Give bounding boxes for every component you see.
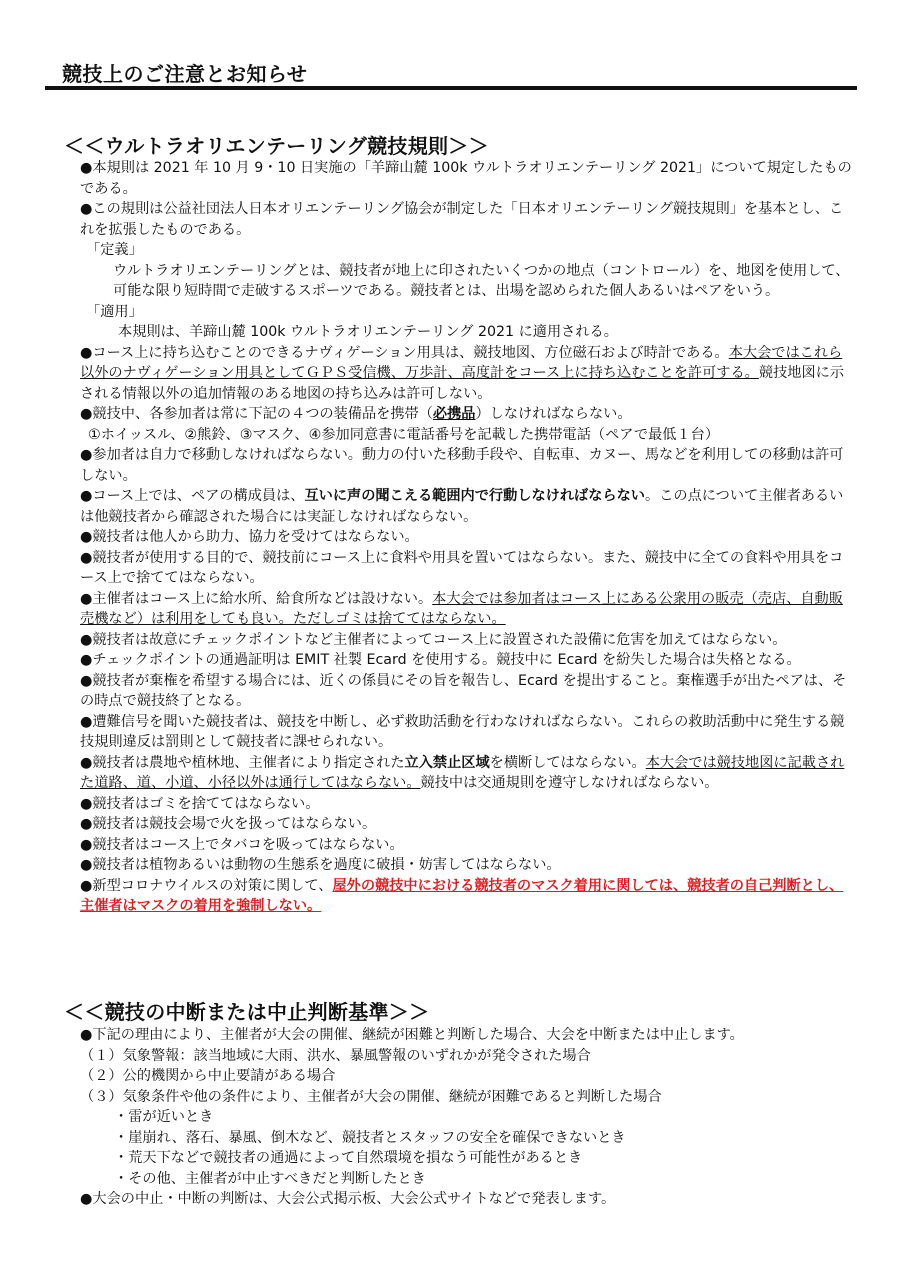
rule-no-smoking: ●競技者はコース上でタバコを吸ってはならない。: [80, 836, 404, 853]
rule-text: ●競技者は農地や植林地、主催者により指定された: [80, 754, 405, 771]
suspension-subitem: ・崖崩れ、落石、暴風、倒木など、競技者とスタッフの安全を確保できないとき: [114, 1129, 626, 1146]
suspension-intro: ●下記の理由により、主催者が大会の開催、継続が困難と判断した場合、大会を中断または中止します。: [80, 1027, 744, 1043]
rule-restricted-areas: [80, 753, 855, 794]
rule-aid-stations: [80, 589, 855, 630]
rule-emphasis: 本大会では競技地図に記載された道路、道、小道、小径以外は通行してはならない。: [80, 754, 845, 791]
rule-emphasis-red: 屋外の競技中における競技者のマスク着用に関しては、競技者の自己判断とし、主催者はマスクの着用を強制しない。: [80, 877, 844, 914]
rule-emphasis: 必携品: [432, 406, 476, 422]
rule-ecosystem: ●競技者は植物あるいは動物の生態系を過度に破損・妨害してはならない。: [80, 857, 561, 873]
suspension-announcement: ●大会の中止・中断の判断は、大会公式掲示板、大会公式サイトなどで発表します。: [80, 1191, 616, 1207]
rule-emphasis: 立入禁止区域: [404, 754, 490, 771]
rule-text: ●コース上では、ペアの構成員は、: [80, 488, 305, 504]
rule-text: 競技中は交通規則を遵守しなければならない。: [420, 775, 719, 791]
rule-basis: ●この規則は公益社団法人日本オリエンテーリング協会が制定した「日本オリエンテーリング競技規則」を基本とし、これを拡張したものである。: [80, 201, 844, 238]
suspension-section-body: [80, 1025, 855, 1210]
suspension-subitem: ・その他、主催者が中止すべきだと判断したとき: [114, 1170, 426, 1187]
rule-no-litter: ●競技者はゴミを捨ててはならない。: [80, 795, 320, 812]
rule-text: ）しなければならない。: [475, 406, 632, 422]
rule-ecard: ●チェックポイントの通過証明は EMIT 社製 Ecard を使用する。競技中に Ecard を紛失した場合は失格となる。: [80, 652, 801, 668]
rule-no-assistance: ●競技者は他人から助力、協力を受けてはならない。: [80, 529, 419, 545]
definition-label: 「定義」: [86, 242, 143, 258]
rule-covid: [80, 876, 855, 917]
application-label: 「適用」: [86, 303, 143, 320]
suspension-condition-3: （３）気象条件や他の条件により、主催者が大会の開催、継続が困難であると判断した場合: [80, 1088, 662, 1105]
rule-no-fire: ●競技者は競技会場で火を扱ってはならない。: [80, 816, 377, 832]
page-title: 競技上のご注意とお知らせ: [62, 62, 308, 86]
rule-text: を横断してはならない。: [489, 754, 646, 771]
rule-required-equipment: [80, 404, 855, 425]
suspension-condition-2: （２）公的機関から中止要請がある場合: [80, 1068, 336, 1084]
rule-scope: ●本規則は 2021 年 10 月 9・10 日実施の「羊蹄山麓 100k ウルトラオリエンテーリング 2021」について規定したものである。: [80, 160, 852, 197]
application-text: 本規則は、羊蹄山麓 100k ウルトラオリエンテーリング 2021 に適用される。: [118, 324, 618, 340]
rule-self-propelled: ●参加者は自力で移動しなければならない。動力の付いた移動手段や、自転車、カヌー、馬などを利用しての移動は許可しない。: [80, 447, 844, 484]
rule-withdrawal: ●競技者が棄権を希望する場合には、近くの係員にその旨を報告し、Ecard を提出すること。棄権選手が出たペアは、その時点で競技終了となる。: [80, 672, 847, 709]
suspension-subitem: ・雷が近いとき: [114, 1109, 214, 1125]
suspension-subitem: ・荒天下などで競技者の通過によって自然環境を損なう可能性があるとき: [114, 1150, 583, 1166]
rule-facilities: ●競技者は故意にチェックポイントなど主催者によってコース上に設置された設備に危害を加えてはならない。: [80, 631, 787, 648]
rules-section-heading: ＜＜ウルトラオリエンテーリング競技規則＞＞: [64, 134, 489, 158]
rule-emphasis: 本大会では参加者はコース上にある公衆用の販売（売店、自動販売機など）は利用をしても良い。ただしゴミは捨ててはならない。: [80, 590, 843, 627]
rule-text: ●競技中、各参加者は常に下記の４つの装備品を携帯（: [80, 406, 433, 422]
title-underline: [45, 86, 857, 90]
rule-pair-distance: [80, 486, 855, 527]
suspension-section-heading: ＜＜競技の中断または中止判断基準＞＞: [64, 1000, 430, 1024]
rule-emphasis: 互いに声の聞こえる範囲内で行動しなければならない: [304, 488, 645, 504]
rules-section-body: [80, 158, 855, 917]
rule-text: 競技地図に示される情報以外の追加情報のある地図の持ち込みは許可しない。: [80, 365, 845, 402]
equipment-list: ①ホイッスル、②熊鈴、③マスク、④参加同意書に電話番号を記載した携帯電話（ペアで最低１台）: [88, 426, 720, 443]
rule-navigation-tools: [80, 343, 855, 405]
rule-text: 。この点について主催者あるいは他競技者から確認された場合には実証しなければならない。: [80, 488, 844, 525]
rule-text: ●コース上に持ち込むことのできるナヴィゲーション用具は、競技地図、方位磁石および時計である。: [80, 344, 729, 361]
definition-text: ウルトラオリエンテーリングとは、競技者が地上に印されたいくつかの地点（コントロール）を、地図を使用して、可能な限り短時間で走破するスポーツである。競技者とは、出場を認められた個人あるいはペアをいう。: [113, 262, 850, 299]
suspension-condition-1: （１）気象警報：該当地域に大雨、洪水、暴風警報のいずれかが発令された場合: [80, 1047, 591, 1064]
rule-text: ●主催者はコース上に給水所、給食所などは設けない。: [80, 590, 433, 607]
rule-emphasis: 本大会ではこれら以外のナヴィゲーション用具としてＧＰＳ受信機、万歩計、高度計をコース上に持ち込むことを許可する。: [80, 344, 843, 381]
rule-text: ●新型コロナウイルスの対策に関して、: [80, 877, 333, 894]
rule-distress-signal: ●遭難信号を聞いた競技者は、競技を中断し、必ず救助活動を行わなければならない。これらの救助活動中に発生する競技規則違反は罰則として競技者に課せられない。: [80, 713, 845, 750]
rule-no-depots: ●競技者が使用する目的で、競技前にコース上に食料や用具を置いてはならない。また、競技中に全ての食料や用具をコース上で捨ててはならない。: [80, 549, 844, 586]
